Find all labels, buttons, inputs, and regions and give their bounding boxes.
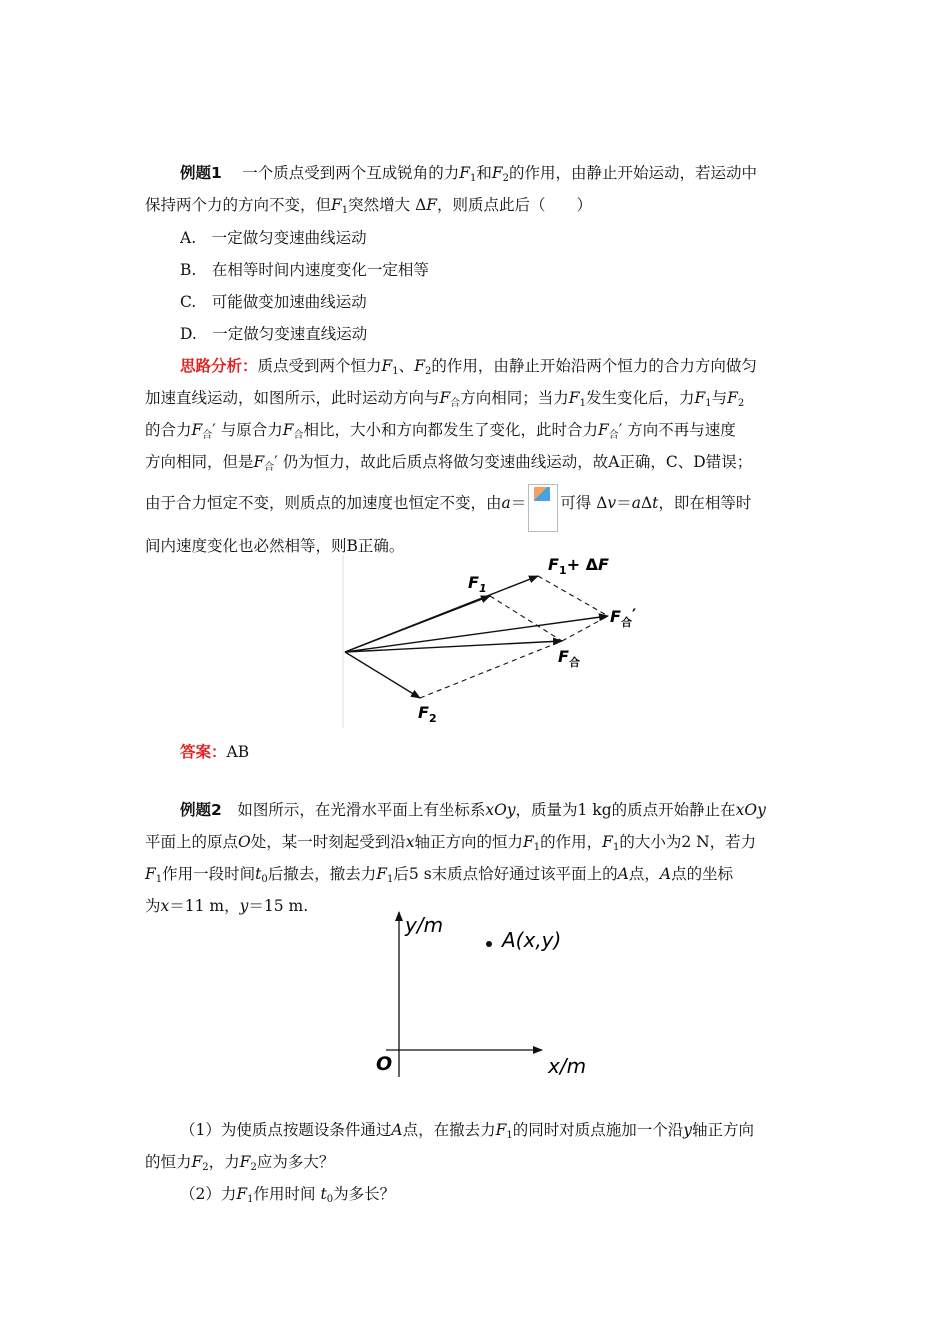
ex2-label: 例题2 <box>180 801 222 819</box>
origin-label: O <box>376 1053 393 1075</box>
coordinate-diagram <box>360 905 600 1085</box>
label-f1: $F_1$ <box>468 573 487 595</box>
ex2-line-1: 例题2 如图所示，在光滑水平面上有坐标系xOy，质量为1 kg的质点开始静止在xOy <box>180 801 766 819</box>
option-a: A. 一定做匀变速曲线运动 <box>180 229 367 247</box>
f2-arrow <box>345 652 420 698</box>
answer-value: AB <box>226 743 250 761</box>
analysis-line-6: 间内速度变化也必然相等，则B正确。 <box>145 537 405 555</box>
question-1-line-1: （1）为使质点按题设条件通过A点，在撤去力$F_1$的同时对质点施加一个沿y轴正方向 <box>180 1121 755 1141</box>
point-a-label: A(x,y) <box>502 928 562 952</box>
ex2-line-4: 为x＝11 m，y＝15 m. <box>145 897 309 915</box>
force-diagram <box>340 555 660 730</box>
f1-plus-df-arrow <box>345 576 538 652</box>
label-f2: $F_2$ <box>418 703 437 725</box>
option-d: D. 一定做匀变速直线运动 <box>180 325 368 343</box>
question-1-line-2: 的恒力$F_2$，力$F_2$应为多大？ <box>145 1153 335 1173</box>
ex2-line-2: 平面上的原点O处，某一时刻起受到沿x轴正方向的恒力$F_1$的作用，$F_1$的大小为2 N，若力 <box>145 833 757 853</box>
dashed-1 <box>490 596 562 641</box>
point-a <box>486 941 492 947</box>
option-b: B. 在相等时间内速度变化一定相等 <box>180 261 429 279</box>
x-axis-label: x/m <box>548 1054 587 1078</box>
analysis-label: 思路分析： <box>180 357 258 375</box>
analysis-line-2: 加速直线运动，如图所示，此时运动方向与$F_合$方向相同；当力$F_1$发生变化后，力$F_1$与$F_2$ <box>145 389 745 409</box>
option-c: C. 可能做变加速曲线运动 <box>180 293 367 311</box>
answer-label: 答案： <box>180 743 227 761</box>
label-f-he: $F_合$ <box>558 647 580 669</box>
y-axis-label: y/m <box>405 913 444 937</box>
dashed-2 <box>538 576 608 616</box>
label-f-he-prime: $F_合'$ <box>610 605 637 629</box>
question-2: （2）力$F_1$作用时间 $t_0$为多长？ <box>180 1185 396 1205</box>
formula-image-placeholder <box>528 484 558 532</box>
label-f1-plus-df: $F_1+ \Delta F$ <box>548 555 609 577</box>
f-he-arrow <box>345 641 562 652</box>
dashed-3 <box>420 641 562 698</box>
ex2-line-3: $F_1$作用一段时间$t_0$后撤去，撤去力$F_1$后5 s末质点恰好通过该平面上的A点，A点的坐标 <box>145 865 734 885</box>
analysis-line-1: 思路分析：质点受到两个恒力$F_1$、$F_2$的作用，由静止开始沿两个恒力的合力方向做匀 <box>180 357 757 377</box>
ex1-label: 例题1 <box>180 164 222 182</box>
analysis-line-3: 的合力$F_合'$ 与原合力$F_合$相比，大小和方向都发生了变化，此时合力$F_合'$ 方向不再与速度 <box>145 421 736 441</box>
analysis-line-4: 方向相同，但是$F_合'$ 仍为恒力，故此后质点将做匀变速曲线运动，故A正确，C、D错误； <box>145 453 753 473</box>
analysis-line-5: 由于合力恒定不变，则质点的加速度也恒定不变，由a＝ 可得 Δv＝aΔt，即在相等时 <box>145 484 751 532</box>
ex1-line-2: 保持两个力的方向不变，但$F_1$突然增大 ΔF，则质点此后（ ） <box>145 196 593 216</box>
answer-line <box>180 742 249 762</box>
ex1-line-1: 例题1 一个质点受到两个互成锐角的力$F_1$和$F_2$的作用，由静止开始运动，若运动中 <box>180 164 758 184</box>
